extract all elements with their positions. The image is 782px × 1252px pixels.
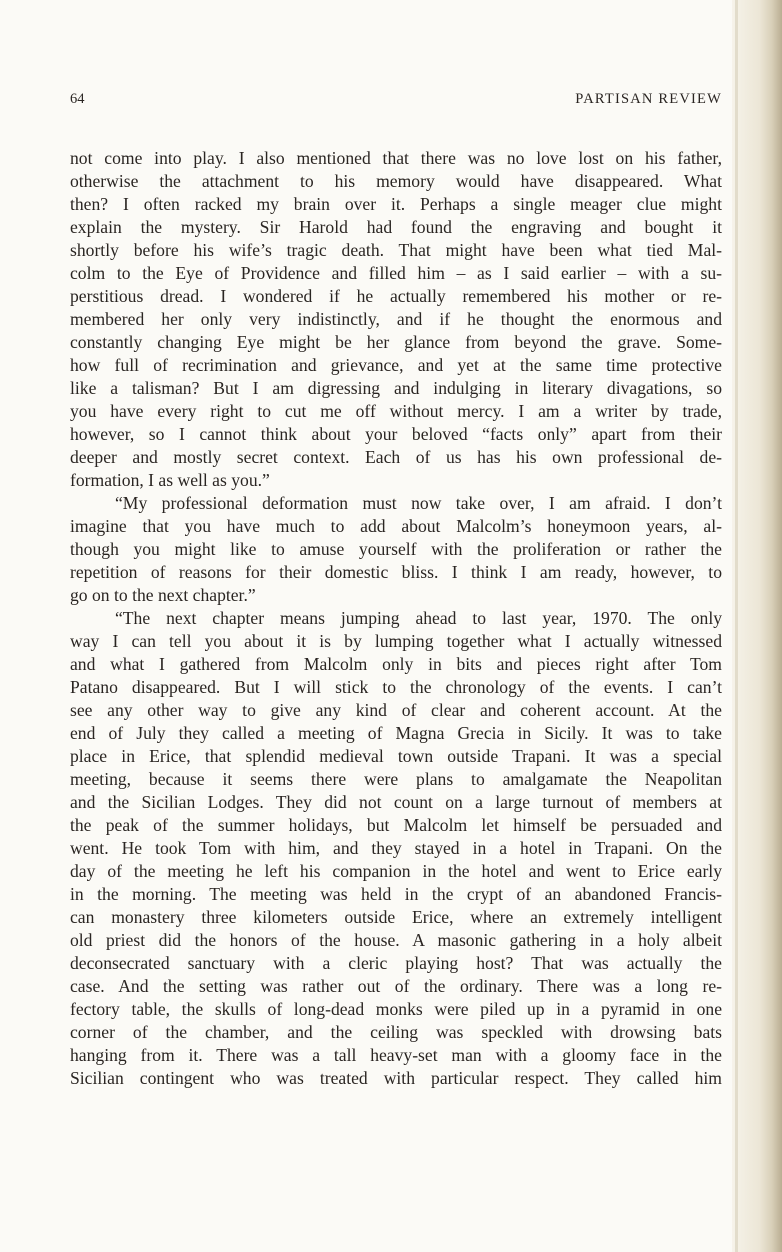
text-line: meeting, because it seems there were plans to amalgamate the Neapolitan — [70, 769, 722, 789]
text-line: case. And the setting was rather out of the ordinary. There was a long re- — [70, 976, 722, 996]
text-line: membered her only very indistinctly, and if he thought the enormous and — [70, 309, 722, 329]
text-line: hanging from it. There was a tall heavy-set man with a gloomy face in the — [70, 1045, 722, 1065]
text-line: constantly changing Eye might be her glance from beyond the grave. Some- — [70, 332, 722, 352]
page-fold-line — [735, 0, 738, 1252]
text-line: imagine that you have much to add about Malcolm’s honeymoon years, al- — [70, 516, 722, 536]
text-line: not come into play. I also mentioned that there was no love lost on his father, — [70, 148, 722, 168]
text-line: go on to the next chapter.” — [70, 585, 256, 605]
running-head: PARTISAN REVIEW — [575, 91, 722, 107]
text-line: in the morning. The meeting was held in the crypt of an abandoned Francis- — [70, 884, 722, 904]
text-line: end of July they called a meeting of Magna Grecia in Sicily. It was to take — [70, 723, 722, 743]
text-line: formation, I as well as you.” — [70, 470, 270, 490]
text-line: otherwise the attachment to his memory would have disappeared. What — [70, 171, 722, 191]
text-line: place in Erice, that splendid medieval town outside Trapani. It was a special — [70, 746, 722, 766]
text-line: day of the meeting he left his companion in the hotel and went to Erice early — [70, 861, 722, 881]
text-line: perstitious dread. I wondered if he actually remembered his mother or re- — [70, 286, 722, 306]
paragraph — [70, 492, 722, 607]
text-line: shortly before his wife’s tragic death. That might have been what tied Mal- — [70, 240, 722, 260]
text-line: Patano disappeared. But I will stick to the chronology of the events. I can’t — [70, 677, 722, 697]
text-line: went. He took Tom with him, and they stayed in a hotel in Trapani. On the — [70, 838, 722, 858]
paragraph — [70, 607, 722, 1090]
text-line: repetition of reasons for their domestic bliss. I think I am ready, however, to — [70, 562, 722, 582]
text-line: how full of recrimination and grievance, and yet at the same time protective — [70, 355, 722, 375]
body-text — [70, 147, 722, 1090]
text-line: “My professional deformation must now take over, I am afraid. I don’t — [115, 493, 722, 513]
paragraph — [70, 147, 722, 492]
text-line: deeper and mostly secret context. Each of us has his own professional de- — [70, 447, 722, 467]
text-line: then? I often racked my brain over it. Perhaps a single meager clue might — [70, 194, 722, 214]
text-line: the peak of the summer holidays, but Malcolm let himself be persuaded and — [70, 815, 722, 835]
text-line: “The next chapter means jumping ahead to last year, 1970. The only — [115, 608, 722, 628]
page-binding-edge — [732, 0, 782, 1252]
text-line: you have every right to cut me off without mercy. I am a writer by trade, — [70, 401, 722, 421]
text-line: and the Sicilian Lodges. They did not count on a large turnout of members at — [70, 792, 722, 812]
text-line: and what I gathered from Malcolm only in bits and pieces right after Tom — [70, 654, 722, 674]
text-line: colm to the Eye of Providence and filled him – as I said earlier – with a su- — [70, 263, 722, 283]
text-line: see any other way to give any kind of clear and coherent account. At the — [70, 700, 722, 720]
text-line: however, so I cannot think about your beloved “facts only” apart from their — [70, 424, 722, 444]
page-number: 64 — [70, 91, 85, 107]
text-line: like a talisman? But I am digressing and indulging in literary divagations, so — [70, 378, 722, 398]
text-line: old priest did the honors of the house. A masonic gathering in a holy albeit — [70, 930, 722, 950]
text-line: fectory table, the skulls of long-dead monks were piled up in a pyramid in one — [70, 999, 722, 1019]
text-line: though you might like to amuse yourself with the proliferation or rather the — [70, 539, 722, 559]
text-line: corner of the chamber, and the ceiling was speckled with drowsing bats — [70, 1022, 722, 1042]
text-line: Sicilian contingent who was treated with particular respect. They called him — [70, 1068, 722, 1088]
text-line: explain the mystery. Sir Harold had found the engraving and bought it — [70, 217, 722, 237]
text-line: deconsecrated sanctuary with a cleric playing host? That was actually the — [70, 953, 722, 973]
text-line: can monastery three kilometers outside Erice, where an extremely intelligent — [70, 907, 722, 927]
text-line: way I can tell you about it is by lumping together what I actually witnessed — [70, 631, 722, 651]
